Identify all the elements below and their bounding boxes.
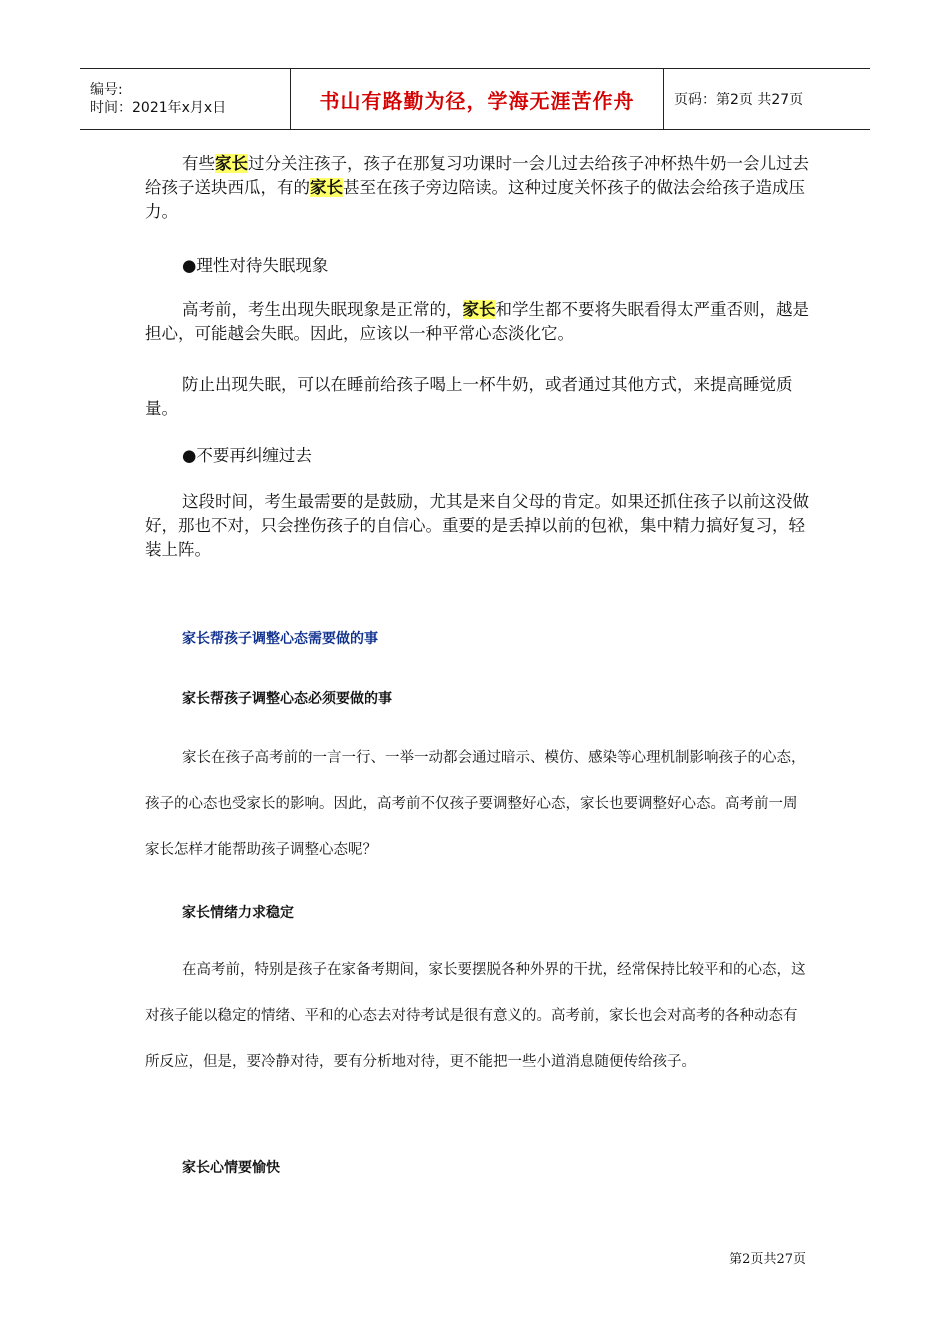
highlight-parent: 家长 [215, 154, 248, 173]
text-run: 过分关注孩子，孩子在那复习功课时一会儿过去给孩子冲杯热牛奶一会儿过去给孩子送块西瓜，有的 [145, 154, 809, 197]
subheading-happy-mood: 家长心情要愉快 [182, 1160, 280, 1176]
page-label: 页码：第2页 共27页 [674, 92, 804, 108]
text-run: 和学生都不要将失眠看得太严重否则，越是担心，可能越会失眠。因此，应该以一种平常心态淡化它。 [145, 300, 809, 343]
section-title: 家长帮孩子调整心态需要做的事 [182, 631, 378, 647]
code-label: 编号: [90, 82, 123, 98]
paragraph-encourage: 这段时间，考生最需要的是鼓励，尤其是来自父母的肯定。如果还抓住孩子以前这没做好，那也不对，只会挫伤孩子的自信心。重要的是丢掉以前的包袱，集中精力搞好复习，轻装上阵。 [145, 492, 809, 559]
paragraph-insomnia [145, 298, 810, 346]
highlight-parent: 家长 [462, 300, 496, 319]
bullet-past: ●不要再纠缠过去 [182, 446, 312, 465]
header-page-cell [664, 69, 870, 129]
paragraph-overcare [145, 152, 810, 224]
subheading-stable-emotion: 家长情绪力求稳定 [182, 905, 294, 921]
page-footer: 第2页共27页 [729, 1252, 806, 1267]
subheading-must-do: 家长帮孩子调整心态必须要做的事 [182, 691, 392, 707]
paragraph-parent-influence: 家长在孩子高考前的一言一行、一举一动都会通过暗示、模仿、感染等心理机制影响孩子的心态，孩子的心态也受家长的影响。因此，高考前不仅孩子要调整好心态，家长也要调整好心态。高考前一周家长怎样才能帮助孩子调整心态呢？ [145, 750, 806, 858]
page-header [80, 68, 870, 130]
text-run: 甚至在孩子旁边陪读。这种过度关怀孩子的做法会给孩子造成压力。 [145, 178, 805, 221]
paragraph-stable-emotion: 在高考前，特别是孩子在家备考期间，家长要摆脱各种外界的干扰，经常保持比较平和的心态，这对孩子能以稳定的情绪、平和的心态去对待考试是很有意义的。高考前，家长也会对高考的各种动态有所反应，但是，要冷静对待，要有分析地对待，更不能把一些小道消息随便传给孩子。 [145, 962, 806, 1070]
header-motto-cell [291, 69, 664, 129]
bullet-insomnia: ●理性对待失眠现象 [182, 256, 329, 275]
motto: 书山有路勤为径，学海无涯苦作舟 [319, 88, 635, 113]
text-run: 高考前，考生出现失眠现象是正常的， [182, 300, 463, 319]
date-label: 时间：2021年x月x日 [90, 100, 227, 116]
paragraph-prevent-insomnia: 防止出现失眠，可以在睡前给孩子喝上一杯牛奶，或者通过其他方式，来提高睡觉质量。 [145, 375, 793, 418]
header-meta [80, 69, 291, 129]
text-run: 有些 [182, 154, 215, 173]
highlight-parent: 家长 [310, 178, 343, 197]
